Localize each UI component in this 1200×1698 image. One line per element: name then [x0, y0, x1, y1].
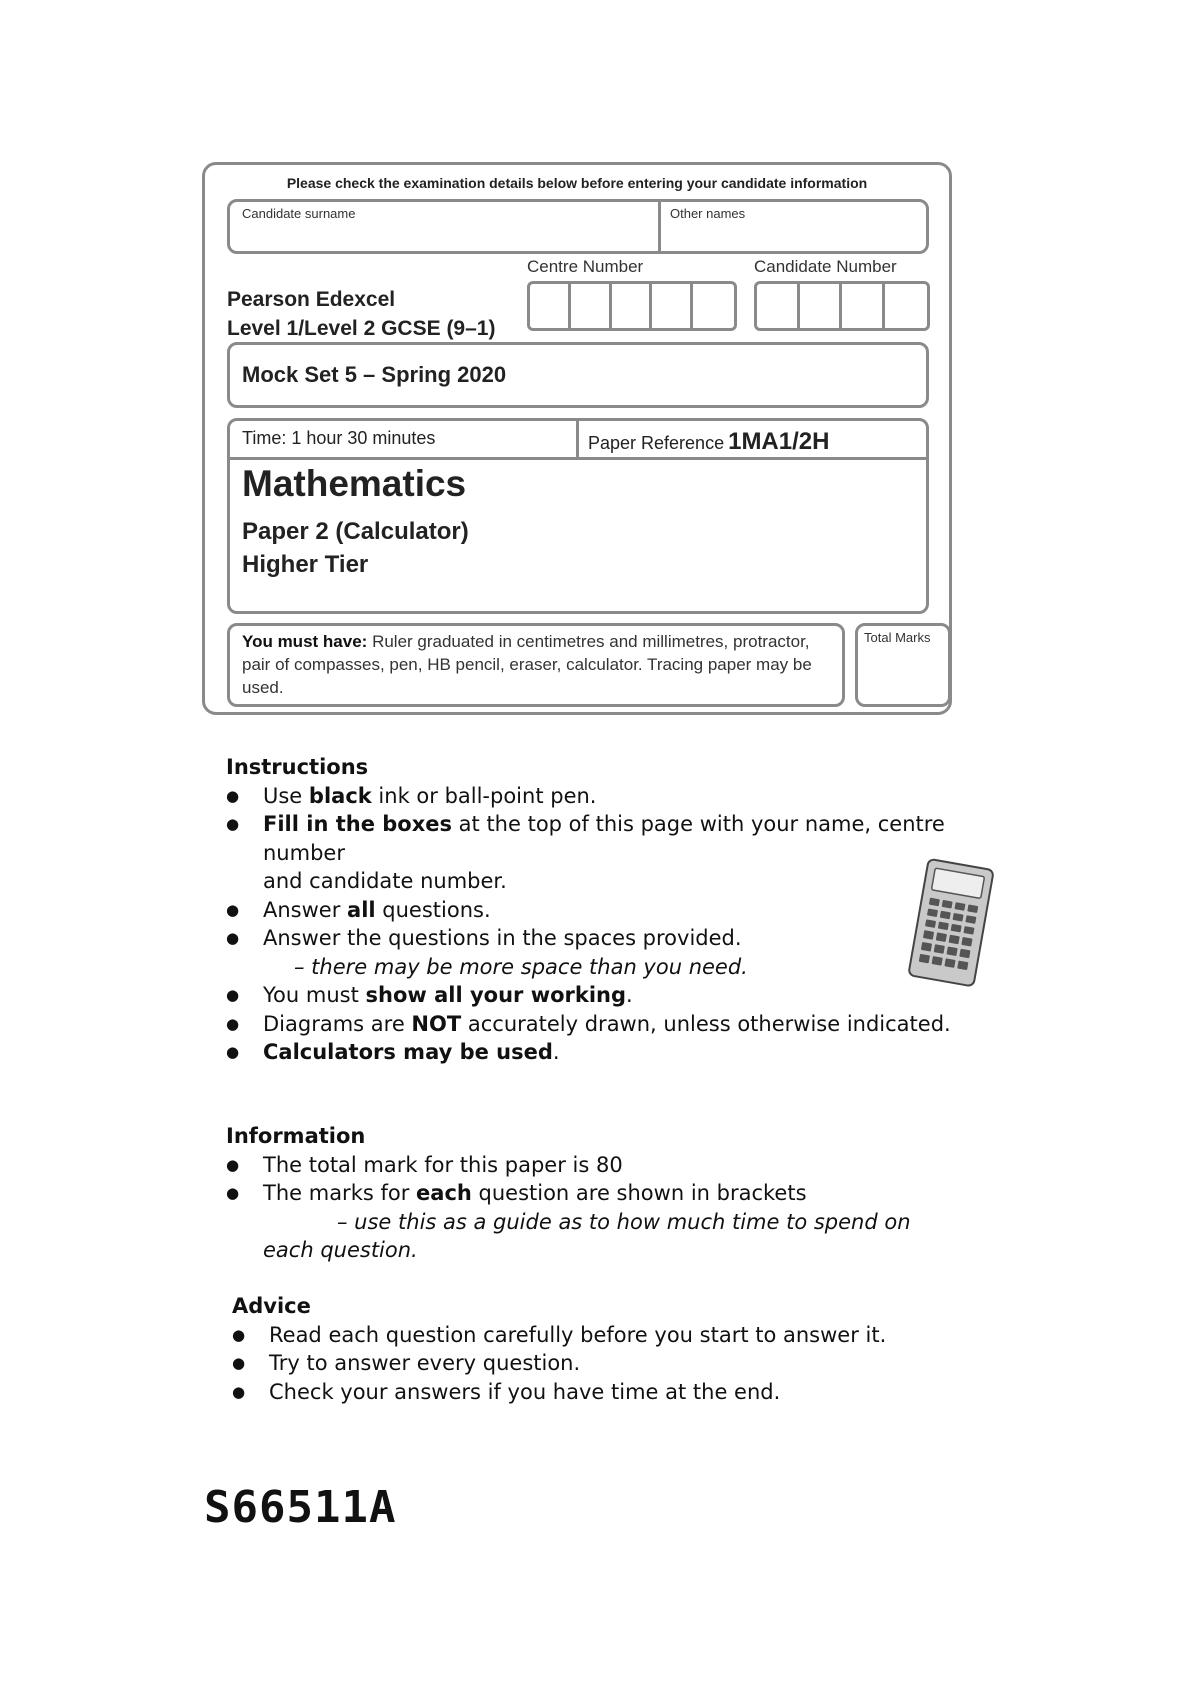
- list-item: [226, 896, 1006, 925]
- name-divider: [658, 202, 661, 251]
- list-item: ● Try to answer every question.: [232, 1349, 1012, 1378]
- list-item: ● Check your answers if you have time at the end.: [232, 1378, 1012, 1407]
- list-item: [226, 1179, 1006, 1208]
- paper-reference-label: Paper Reference: [588, 433, 725, 453]
- text: Diagrams are: [263, 1011, 412, 1036]
- calculator-icon: [908, 858, 998, 988]
- total-marks-box[interactable]: [855, 623, 951, 707]
- advice-section: [232, 1292, 1012, 1406]
- exam-time: Time: 1 hour 30 minutes: [242, 428, 436, 448]
- advice-heading: Advice: [232, 1294, 311, 1318]
- centre-number-label: Centre Number: [527, 257, 644, 276]
- tier: Higher Tier: [242, 551, 369, 578]
- emphasis: NOT: [411, 1011, 462, 1036]
- paper-name: Paper 2 (Calculator): [242, 518, 469, 545]
- centre-digit-box[interactable]: [693, 284, 734, 328]
- candidate-digit-box[interactable]: [885, 284, 927, 328]
- paper-details-box: [227, 418, 929, 614]
- must-have-label: You must have:: [242, 632, 368, 651]
- text: Answer: [263, 897, 348, 922]
- list-item-note: – use this as a guide as to how much time to spend on each question.: [263, 1209, 911, 1262]
- equipment-text: [242, 630, 830, 699]
- list-item: [226, 981, 1006, 1010]
- list-item: ● Answer the questions in the spaces provided.: [226, 924, 1006, 953]
- paper-reference: [588, 428, 829, 456]
- list-item: [226, 1038, 1006, 1067]
- exam-board: [227, 285, 495, 343]
- paper-reference-code: 1MA1/2H: [728, 428, 830, 455]
- instructions-section: [226, 753, 1006, 1067]
- total-marks-label: Total Marks: [864, 630, 931, 645]
- board-name: Pearson Edexcel: [227, 288, 396, 311]
- other-names-label: Other names: [670, 206, 746, 221]
- instructions-heading: Instructions: [226, 755, 369, 779]
- text: question are shown in brackets: [471, 1181, 807, 1205]
- text: accurately drawn, unless otherwise indicated.: [461, 1011, 951, 1036]
- text: .: [552, 1040, 560, 1064]
- emphasis: each: [416, 1181, 472, 1205]
- mock-title: Mock Set 5 – Spring 2020: [242, 362, 507, 387]
- paper-code: S66511A: [204, 1482, 397, 1533]
- emphasis: black: [308, 783, 372, 808]
- candidate-digit-box[interactable]: [800, 284, 843, 328]
- candidate-surname-label: Candidate surname: [242, 206, 356, 221]
- subject-title: Mathematics: [242, 463, 467, 504]
- centre-digit-box[interactable]: [571, 284, 612, 328]
- text: ink or ball-point pen.: [371, 783, 597, 808]
- must-have-list: Ruler graduated in centimetres and millimetres, protractor, pair of compasses, pen, HB pencil, eraser, calculator. Tracing paper may be used.: [242, 632, 812, 697]
- candidate-digit-box[interactable]: [757, 284, 800, 328]
- centre-digit-box[interactable]: [530, 284, 571, 328]
- centre-digit-box[interactable]: [612, 284, 653, 328]
- qualification-level: Level 1/Level 2 GCSE (9–1): [227, 317, 496, 340]
- candidate-number-boxes[interactable]: [754, 281, 930, 331]
- list-item: ● The total mark for this paper is 80: [226, 1151, 1006, 1180]
- list-item: [226, 782, 1006, 811]
- candidate-name-box[interactable]: [227, 199, 929, 254]
- text: Use: [263, 783, 309, 808]
- equipment-box: [227, 623, 845, 707]
- list-item: [226, 810, 953, 867]
- text: .: [626, 983, 633, 1007]
- list-item-note: – there may be more space than you need.: [294, 954, 748, 979]
- candidate-details-cover: [202, 162, 952, 715]
- text: questions.: [375, 897, 491, 922]
- text: at the top of this page with your name, centre number: [263, 812, 945, 865]
- list-item: [226, 1010, 1006, 1039]
- emphasis: show all your working: [365, 983, 627, 1007]
- mock-title-box: [227, 342, 929, 408]
- information-heading: Information: [226, 1124, 366, 1148]
- cover-header: Please check the examination details below before entering your candidate information: [286, 175, 868, 191]
- candidate-number-label: Candidate Number: [754, 257, 897, 276]
- centre-number-boxes[interactable]: [527, 281, 737, 331]
- information-section: [226, 1122, 1006, 1265]
- list-item: ● Read each question carefully before you start to answer it.: [232, 1321, 1012, 1350]
- candidate-digit-box[interactable]: [842, 284, 885, 328]
- emphasis: Fill in the boxes: [263, 812, 452, 836]
- text: You must: [263, 983, 366, 1007]
- paper-row-divider: [576, 421, 579, 457]
- text: The marks for: [263, 1181, 417, 1205]
- centre-digit-box[interactable]: [652, 284, 693, 328]
- emphasis: Calculators may be used: [263, 1040, 553, 1064]
- emphasis: all: [347, 897, 376, 922]
- list-item-continuation: and candidate number.: [263, 869, 507, 893]
